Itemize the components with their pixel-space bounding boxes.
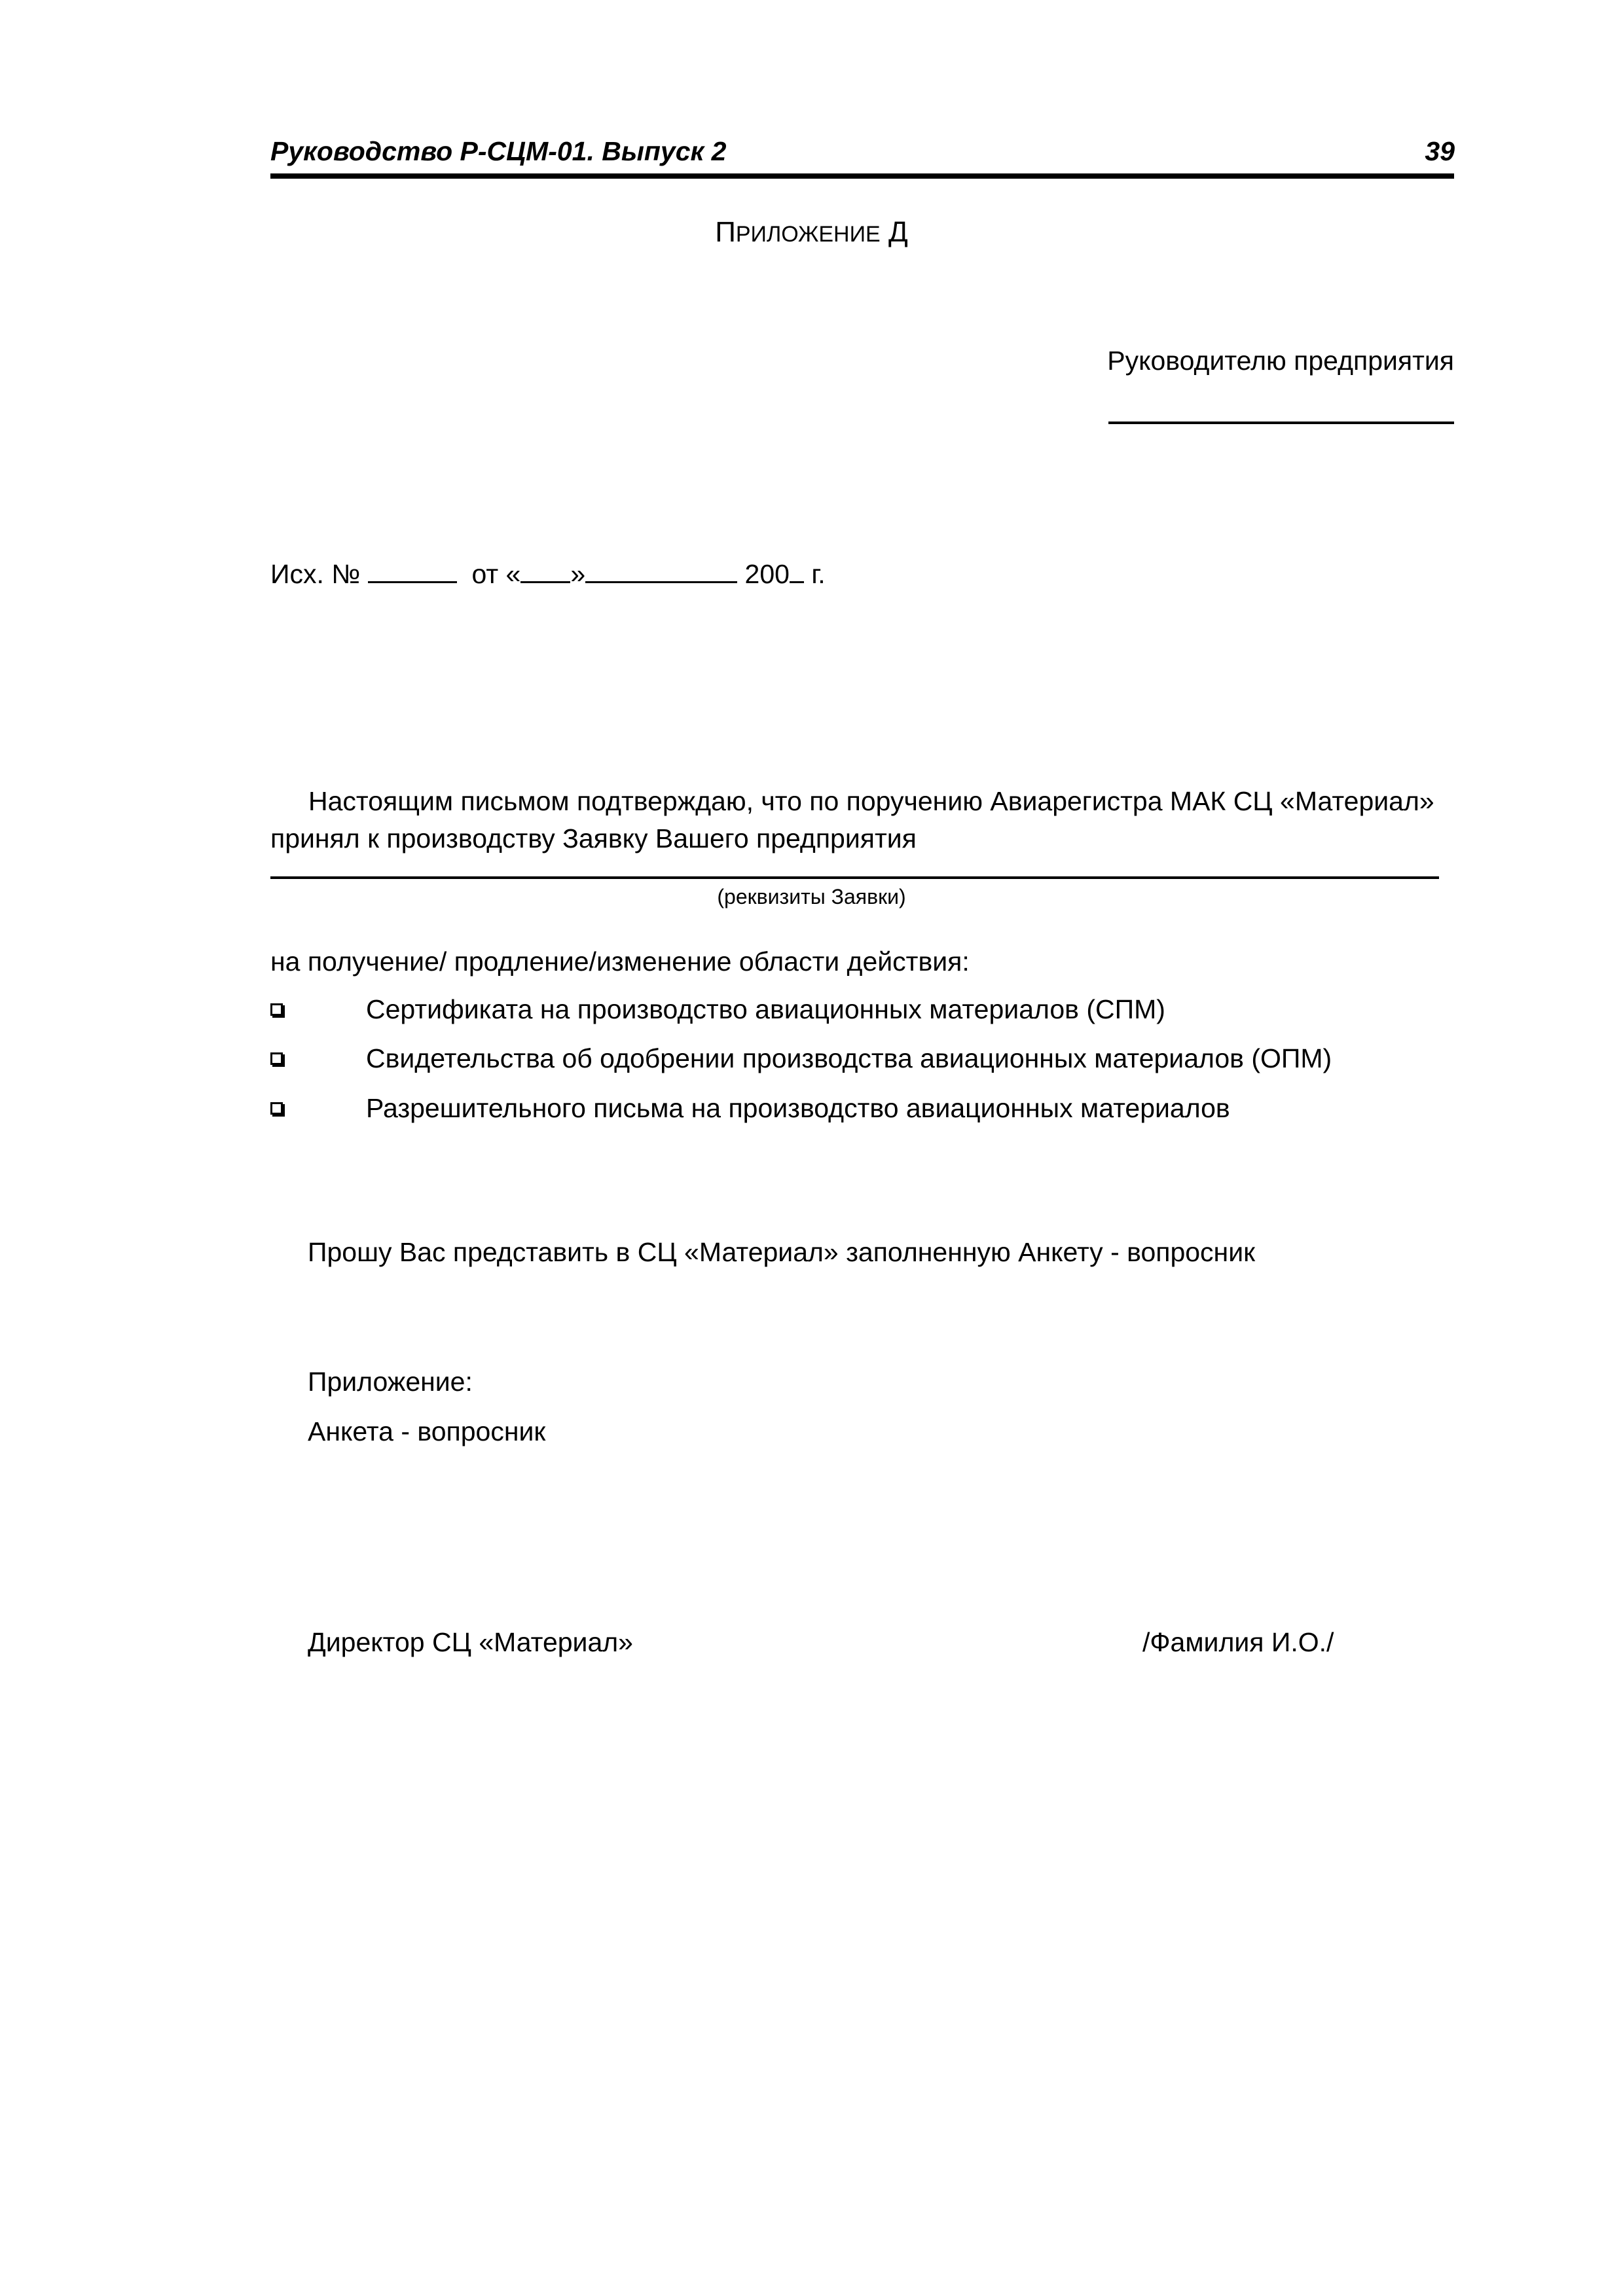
confirmation-text: Настоящим письмом подтверждаю, что по поручению Авиарегистра МАК СЦ «Материал» принял к производству Заявку Вашего предприятия — [270, 786, 1434, 853]
document-header-title: Руководство Р-СЦМ-01. Выпуск 2 — [270, 136, 727, 166]
scope-intro: на получение/ продление/изменение области действия: — [270, 946, 970, 977]
date-year-prefix: 200 — [744, 559, 790, 589]
attachment-item: Анкета - вопросник — [308, 1416, 546, 1446]
option-label: Сертификата на производство авиационных материалов (СПМ) — [366, 994, 1165, 1024]
addressee-label: Руководителю предприятия — [1107, 346, 1454, 376]
outgoing-number-blank — [368, 558, 457, 583]
appendix-letter: Д — [888, 216, 908, 248]
confirmation-paragraph — [270, 783, 1442, 857]
date-month-blank — [585, 558, 737, 583]
signatory-position: Директор СЦ «Материал» — [308, 1627, 633, 1657]
outgoing-number-label: Исх. № — [270, 559, 361, 589]
option-label: Разрешительного письма на производство авиационных материалов — [366, 1093, 1230, 1123]
questionnaire-request: Прошу Вас представить в СЦ «Материал» заполненную Анкету - вопросник — [308, 1237, 1256, 1267]
header-rule — [270, 173, 1454, 179]
appendix-title-cap: П — [715, 216, 736, 248]
checkbox-icon — [270, 1102, 283, 1115]
date-year-suffix: г. — [803, 559, 826, 589]
date-quote-close: » — [570, 559, 586, 589]
checkbox-icon — [270, 1052, 283, 1065]
date-day-blank — [520, 558, 570, 583]
appendix-title — [0, 216, 1623, 249]
outgoing-reference — [270, 558, 826, 590]
application-details-line — [270, 876, 1439, 879]
addressee-blank-line — [1108, 422, 1454, 424]
page-number: 39 — [1425, 136, 1455, 166]
checkbox-icon — [270, 1003, 283, 1016]
option-label: Свидетельства об одобрении производства авиационных материалов (ОПМ) — [366, 1043, 1332, 1073]
attachment-label: Приложение: — [308, 1367, 473, 1397]
date-year-blank — [790, 558, 804, 583]
application-details-caption: (реквизиты Заявки) — [717, 885, 906, 908]
appendix-title-rest: РИЛОЖЕНИЕ — [735, 222, 881, 247]
signatory-name: /Фамилия И.О./ — [1142, 1627, 1334, 1657]
date-from-label: от « — [471, 559, 521, 589]
